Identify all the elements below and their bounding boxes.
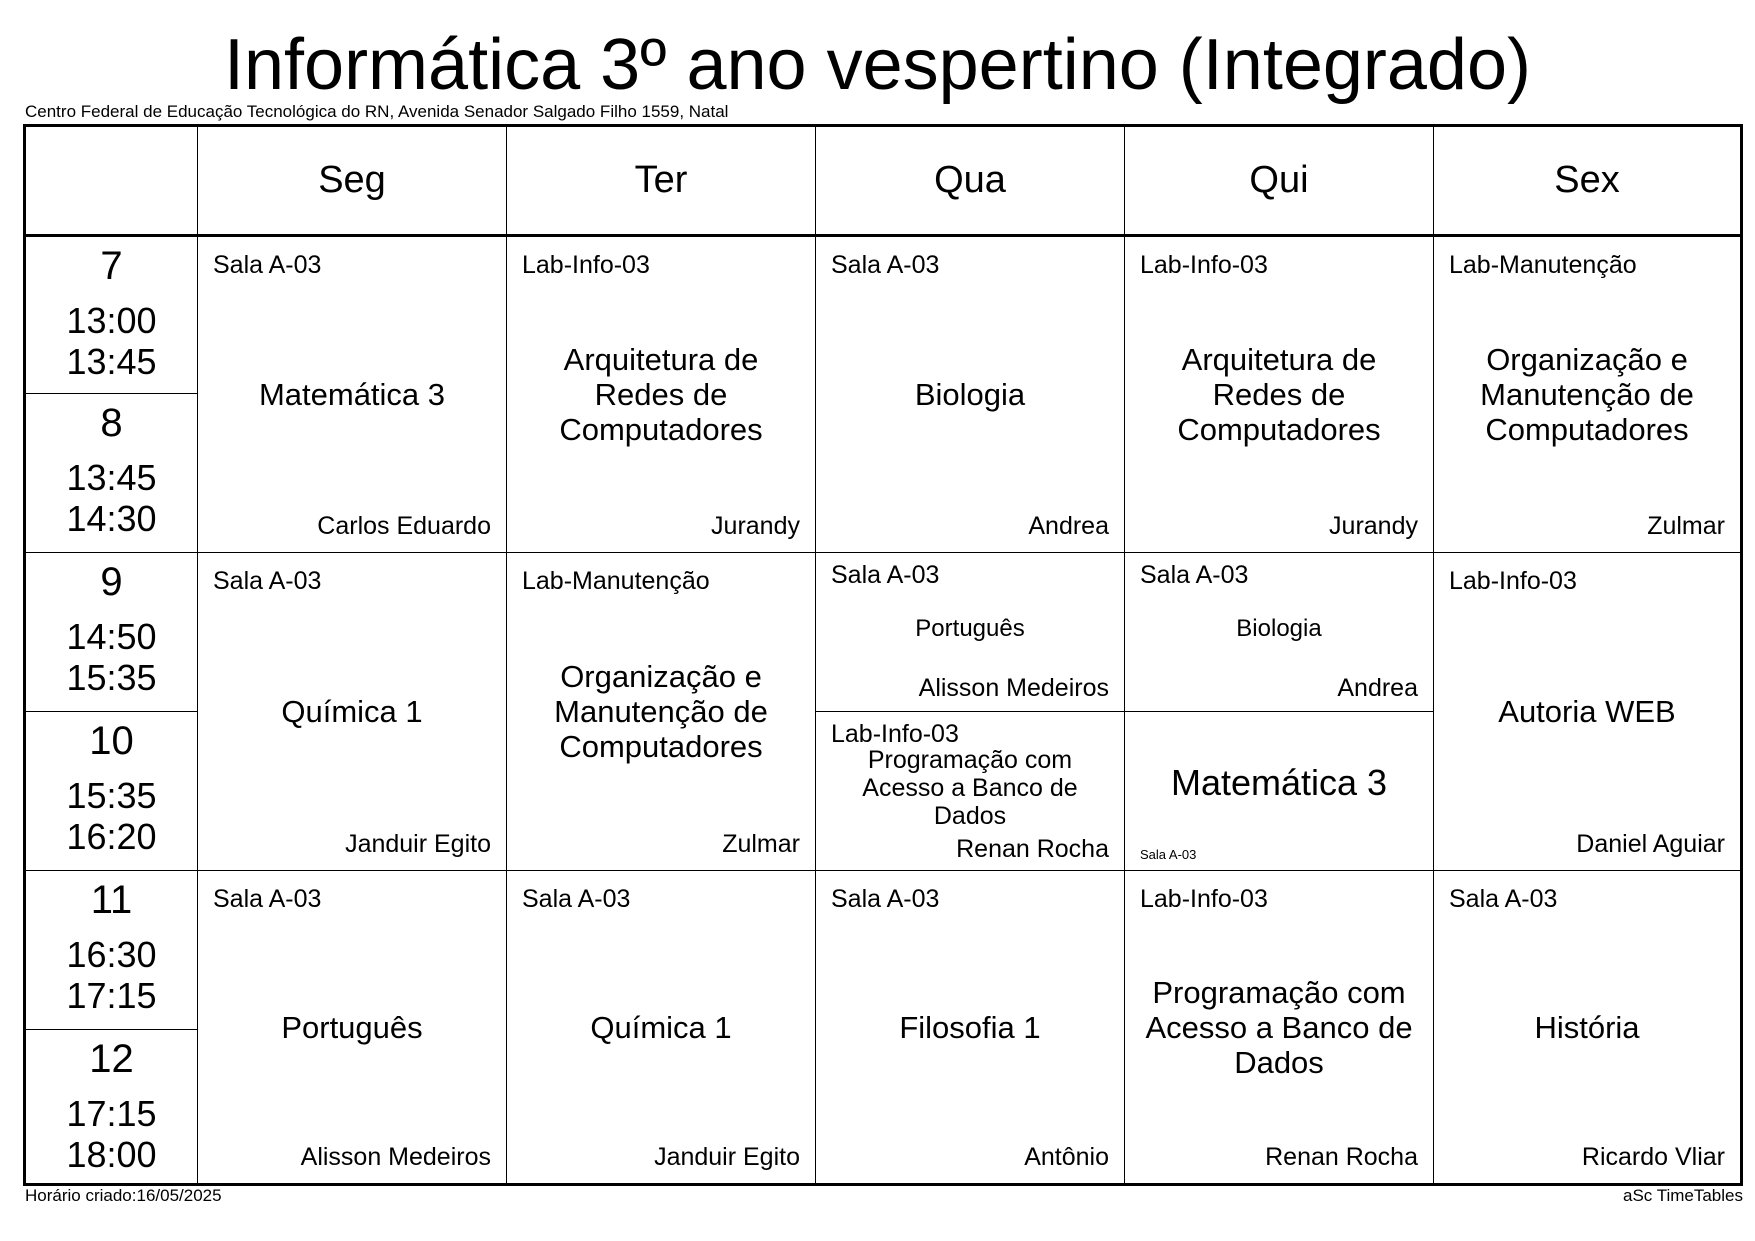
lesson-teacher: Andrea (1337, 674, 1418, 702)
period-start: 14:50 (66, 616, 157, 657)
lesson-room: Lab-Info-03 (1140, 885, 1268, 913)
period-end: 16:20 (66, 816, 157, 857)
school-address: Centro Federal de Educação Tecnológica do RN, Avenida Senador Salgado Filho 1559, Natal (25, 102, 729, 121)
period-10 (26, 711, 197, 870)
corner-cell (26, 127, 197, 234)
lesson-teacher: Carlos Eduardo (317, 512, 491, 540)
lesson-teacher: Zulmar (1647, 512, 1725, 540)
period-end: 18:00 (66, 1134, 157, 1175)
lesson-room: Sala A-03 (213, 885, 322, 913)
lesson-room: Lab-Manutenção (522, 567, 710, 595)
period-end: 17:15 (66, 975, 157, 1016)
created-date: Horário criado:16/05/2025 (25, 1186, 222, 1205)
lesson-subject: Química 1 (590, 1009, 732, 1045)
lesson-teacher: Andrea (1028, 512, 1109, 540)
lesson-subject: Matemática 3 (258, 377, 446, 412)
day-header-qua: Qua (815, 127, 1124, 234)
lesson-room: Sala A-03 (213, 567, 322, 595)
lesson-room: Sala A-03 (213, 251, 322, 279)
period-start: 15:35 (66, 775, 157, 816)
period-start: 16:30 (66, 934, 157, 975)
period-end: 14:30 (66, 498, 157, 539)
lesson-qui-11-12[interactable] (1124, 870, 1433, 1183)
lesson-teacher: Antônio (1024, 1143, 1109, 1171)
lesson-room: Sala A-03 (831, 885, 940, 913)
lesson-teacher: Janduir Egito (654, 1143, 800, 1171)
lesson-subject: Autoria WEB (1498, 694, 1676, 729)
day-header-ter: Ter (506, 127, 815, 234)
day-header-seg: Seg (197, 127, 506, 234)
lesson-sex-11-12[interactable] (1433, 870, 1740, 1183)
lesson-teacher: Alisson Medeiros (300, 1143, 491, 1171)
lesson-qui-7-8[interactable] (1124, 234, 1433, 552)
period-number: 8 (100, 401, 123, 445)
lesson-room: Lab-Info-03 (1140, 251, 1268, 279)
lesson-subject: Química 1 (281, 694, 423, 729)
lesson-ter-11-12[interactable] (506, 870, 815, 1183)
lesson-teacher: Ricardo Vliar (1581, 1143, 1725, 1171)
lesson-teacher: Jurandy (1329, 512, 1418, 540)
lesson-teacher: Jurandy (711, 512, 800, 540)
timetable-grid (23, 124, 1743, 1186)
lesson-room: Lab-Info-03 (831, 720, 959, 748)
lesson-qui-10[interactable] (1124, 711, 1433, 870)
lesson-seg-7-8[interactable] (197, 234, 506, 552)
lesson-subject: Biologia (1236, 615, 1322, 642)
period-number: 11 (90, 878, 133, 922)
lesson-room: Sala A-03 (522, 885, 631, 913)
lesson-teacher: Daniel Aguiar (1576, 830, 1725, 858)
period-8 (26, 393, 197, 552)
lesson-room: Sala A-03 (831, 251, 940, 279)
lesson-qua-10[interactable] (815, 711, 1124, 870)
period-11 (26, 870, 197, 1029)
lesson-room: Sala A-03 (831, 561, 940, 589)
lesson-sex-9-10[interactable] (1433, 552, 1740, 870)
lesson-qui-9[interactable] (1124, 552, 1433, 711)
lesson-subject: Organização e Manutenção de Computadores (1480, 342, 1694, 447)
lesson-subject: Arquitetura de Redes de Computadores (559, 342, 763, 447)
lesson-sex-7-8[interactable] (1433, 234, 1740, 552)
lesson-subject: Organização e Manutenção de Computadores (554, 659, 768, 764)
period-number: 10 (89, 719, 134, 763)
lesson-room: Sala A-03 (1140, 561, 1249, 589)
period-start: 13:45 (66, 457, 157, 498)
period-number: 9 (100, 560, 123, 604)
lesson-qua-9[interactable] (815, 552, 1124, 711)
lesson-teacher: Renan Rocha (956, 835, 1109, 863)
lesson-teacher: Renan Rocha (1265, 1143, 1418, 1171)
period-12 (26, 1029, 197, 1183)
period-end: 13:45 (66, 341, 157, 382)
period-number: 12 (89, 1037, 134, 1081)
lesson-room: Lab-Manutenção (1449, 251, 1637, 279)
brand-credit: aSc TimeTables (1623, 1186, 1743, 1205)
day-header-qui: Qui (1124, 127, 1433, 234)
lesson-teacher: Janduir Egito (345, 830, 491, 858)
period-number: 7 (100, 244, 123, 288)
period-9 (26, 552, 197, 711)
lesson-seg-11-12[interactable] (197, 870, 506, 1183)
lesson-room: Sala A-03 (1449, 885, 1558, 913)
lesson-room: Lab-Info-03 (1449, 567, 1577, 595)
lesson-ter-9-10[interactable] (506, 552, 815, 870)
period-7 (26, 234, 197, 393)
lesson-room: Lab-Info-03 (522, 251, 650, 279)
lesson-room: Sala A-03 (1140, 847, 1197, 862)
lesson-subject: Filosofia 1 (899, 1009, 1041, 1045)
lesson-teacher: Alisson Medeiros (918, 674, 1109, 702)
lesson-teacher: Zulmar (722, 830, 800, 858)
lesson-subject: Português (281, 1009, 423, 1045)
lesson-subject: Arquitetura de Redes de Computadores (1177, 342, 1381, 447)
lesson-subject: Matemática 3 (1170, 762, 1388, 803)
lesson-qua-11-12[interactable] (815, 870, 1124, 1183)
lesson-subject: História (1534, 1009, 1640, 1045)
page-title: Informática 3º ano vespertino (Integrado) (223, 25, 1531, 105)
lesson-subject: Programação com Acesso a Banco de Dados (1145, 974, 1413, 1080)
period-end: 15:35 (66, 657, 157, 698)
lesson-seg-9-10[interactable] (197, 552, 506, 870)
lesson-ter-7-8[interactable] (506, 234, 815, 552)
lesson-subject: Português (915, 615, 1025, 642)
lesson-subject: Biologia (914, 377, 1026, 412)
period-start: 13:00 (66, 300, 157, 341)
period-start: 17:15 (66, 1093, 157, 1134)
day-header-sex: Sex (1433, 127, 1740, 234)
lesson-qua-7-8[interactable] (815, 234, 1124, 552)
lesson-subject: Programação com Acesso a Banco de Dados (862, 746, 1078, 830)
